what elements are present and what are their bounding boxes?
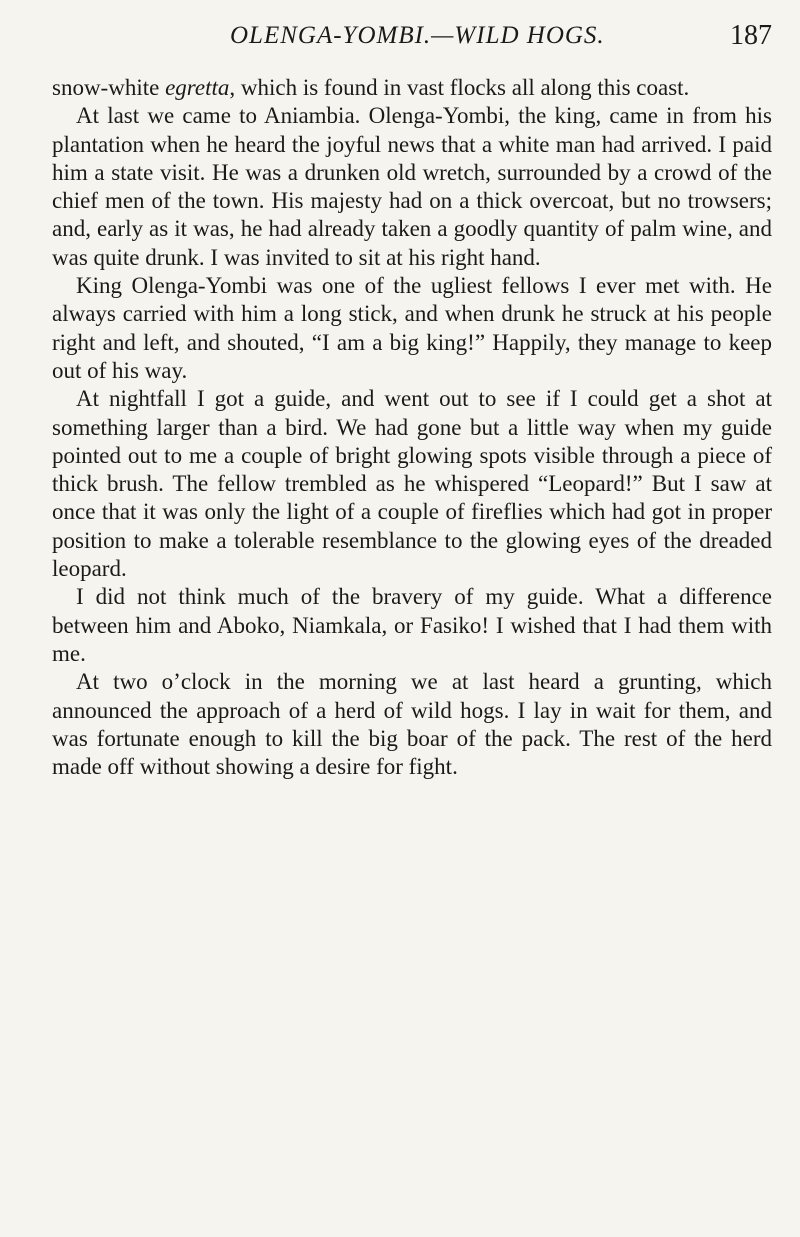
paragraph-text-end: , which is found in vast flocks all along this coast. [229, 75, 690, 100]
paragraph-nightfall: At nightfall I got a guide, and went out to see if I could get a shot at something larger than a bird. We had gone but a little way when my guide pointed out to me a couple of bright glowing spots visible through a piece of thick brush. The fellow trembled as he whispered “Leopard!” But I saw at once that it was only the light of a couple of fireflies which had got in proper position to make a tolerable resemblance to the glowing eyes of the dreaded leopard. [52, 386, 772, 582]
paragraph-king: King Olenga-Yombi was one of the ugliest fellows I ever met with. He always carried with him a long stick, and when drunk he struck at his people right and left, and shouted, “I am a big king!” Happily, they manage to keep out of his way. [52, 273, 772, 383]
continued-paragraph [52, 74, 772, 102]
paragraph-wild-hogs: At two o’clock in the morning we at last heard a grunting, which announced the approach of a herd of wild hogs. I lay in wait for them, and was fortunate enough to kill the big boar of the pack. The rest of the herd made off without showing a desire for fight. [52, 669, 772, 780]
paragraph-text-start: snow-white [52, 75, 166, 100]
paragraph-aniambia: At last we came to Aniambia. Olenga-Yombi, the king, came in from his plantation when he heard the joyful news that a white man had arrived. I paid him a state visit. He was a drunken old wretch, surrounded by a crowd of the chief men of the town. His majesty had on a thick overcoat, but no trowsers; and, early as it was, he had already taken a goodly quantity of palm wine, and was quite drunk. I was invited to sit at his right hand. [52, 103, 772, 270]
book-page [52, 0, 772, 1237]
running-title: OLENGA-YOMBI.—WILD HOGS. [230, 22, 605, 49]
page-number: 187 [730, 20, 772, 51]
page-text [52, 74, 772, 781]
italic-term: egretta [165, 75, 230, 100]
paragraph-guide: I did not think much of the bravery of my guide. What a difference between him and Aboko, Niamkala, or Fasiko! I wished that I had them with me. [52, 584, 772, 666]
running-head [52, 16, 772, 56]
